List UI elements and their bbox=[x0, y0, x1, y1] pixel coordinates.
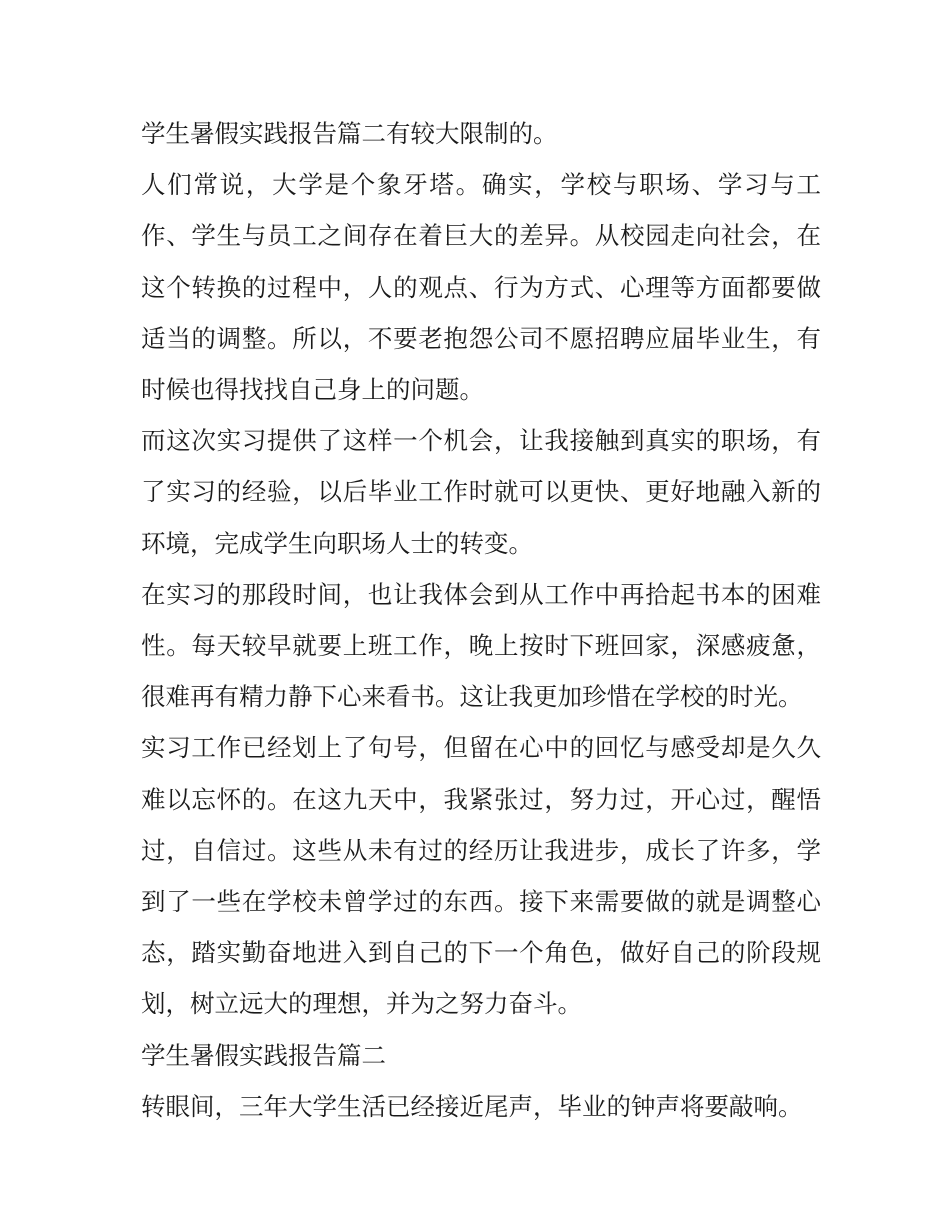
paragraph-internship-opportunity: 而这次实习提供了这样一个机会，让我接触到真实的职场，有了实习的经验，以后毕业工作时就可以更快、更好地融入新的环境，完成学生向职场人士的转变。 bbox=[141, 426, 821, 558]
paragraph-conclusion: 实习工作已经划上了句号，但留在心中的回忆与感受却是久久难以忘怀的。在这九天中，我紧张过，努力过，开心过，醒悟过，自信过。这些从未有过的经历让我进步，成长了许多，学到了一些在学校未曾学过的东西。接下来需要做的就是调整心态，踏实勤奋地进入到自己的下一个角色，做好自己的阶段规划，树立远大的理想，并为之努力奋斗。 bbox=[141, 733, 821, 1019]
document-body bbox=[141, 108, 821, 1132]
paragraph-graduation: 转眼间，三年大学生活已经接近尾声，毕业的钟声将要敲响。 bbox=[141, 1091, 803, 1121]
paragraph-intro-line: 学生暑假实践报告篇二有较大限制的。 bbox=[141, 119, 558, 148]
paragraph-ivory-tower: 人们常说，大学是个象牙塔。确实，学校与职场、学习与工作、学生与员工之间存在着巨大的差异。从校园走向社会，在这个转换的过程中，人的观点、行为方式、心理等方面都要做适当的调整。所以，不要老抱怨公司不愿招聘应届毕业生，有时候也得找找自己身上的问题。 bbox=[141, 170, 821, 405]
paragraph-study-difficulty: 在实习的那段时间，也让我体会到从工作中再拾起书本的困难性。每天较早就要上班工作，晚上按时下班回家，深感疲惫，很难再有精力静下心来看书。这让我更加珍惜在学校的时光。 bbox=[141, 579, 821, 712]
section-heading: 学生暑假实践报告篇二 bbox=[141, 1040, 386, 1070]
